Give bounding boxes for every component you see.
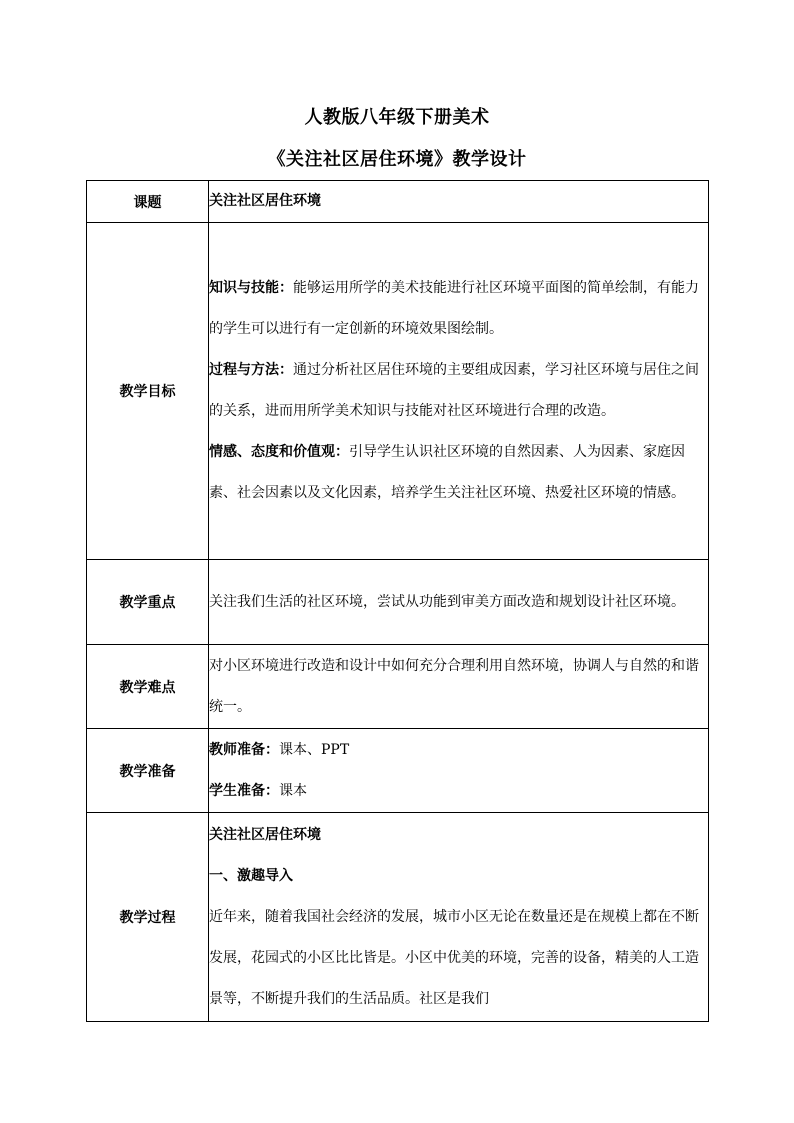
row-topic (87, 181, 709, 223)
label-topic: 课题 (87, 181, 209, 223)
preparation-content (209, 729, 709, 813)
row-key-points (87, 560, 709, 645)
teacher-prep-text: 课本、PPT (279, 741, 350, 758)
row-objectives (87, 223, 709, 560)
document-subtitle: 《关注社区居住环境》教学设计 (267, 149, 527, 170)
difficulties-content (209, 645, 709, 729)
knowledge-heading: 知识与技能： (209, 280, 293, 296)
process-intro-text: 近年来，随着我国社会经济的发展，城市小区无论在数量还是在规模上都在不断发展，花园式的小区比比皆是。小区中优美的环境，完善的设备，精美的人工造景等，不断提升我们的生活品质。社区是我们 (209, 908, 699, 1007)
process-content (209, 813, 709, 1022)
key-points-text: 关注我们生活的社区环境，尝试从功能到审美方面改造和规划设计社区环境。 (209, 593, 685, 610)
row-preparation (87, 729, 709, 813)
knowledge-text: 能够运用所学的美术技能进行社区环境平面图的简单绘制，有能力的学生可以进行有一定创新的环境效果图绘制。 (209, 280, 699, 337)
student-prep-heading: 学生准备： (209, 782, 279, 799)
label-objectives: 教学目标 (87, 223, 209, 560)
lesson-plan-table (86, 180, 709, 1022)
process-section-heading: 一、激趣导入 (209, 867, 293, 884)
difficulties-text: 对小区环境进行改造和设计中如何充分合理利用自然环境，协调人与自然的和谐统一。 (209, 657, 699, 715)
teacher-prep-heading: 教师准备： (209, 741, 279, 758)
process-text: 通过分析社区居住环境的主要组成因素，学习社区环境与居住之间的关系，进而用所学美术知识与技能对社区环境进行合理的改造。 (209, 362, 699, 419)
objective-process (209, 350, 708, 432)
topic-value (209, 181, 709, 223)
emotion-heading: 情感、态度和价值观： (209, 444, 349, 460)
key-points-content (209, 560, 709, 645)
objective-knowledge (209, 268, 708, 350)
student-prep-text: 课本 (279, 782, 307, 799)
label-difficulties: 教学难点 (87, 645, 209, 729)
document-title: 人教版八年级下册美术 (304, 107, 490, 128)
emotion-text: 引导学生认识社区环境的自然因素、人为因素、家庭因素、社会因素以及文化因素，培养学生关注社区环境、热爱社区环境的情感。 (209, 444, 685, 501)
process-subtitle: 关注社区居住环境 (209, 826, 321, 843)
label-process: 教学过程 (87, 813, 209, 1022)
row-process (87, 813, 709, 1022)
label-key-points: 教学重点 (87, 560, 209, 645)
row-difficulties (87, 645, 709, 729)
label-preparation: 教学准备 (87, 729, 209, 813)
student-preparation (209, 771, 708, 812)
process-heading: 过程与方法： (209, 362, 293, 378)
objective-emotion (209, 432, 708, 514)
teacher-preparation (209, 730, 708, 771)
topic-text: 关注社区居住环境 (209, 193, 321, 209)
objectives-content (209, 223, 709, 560)
